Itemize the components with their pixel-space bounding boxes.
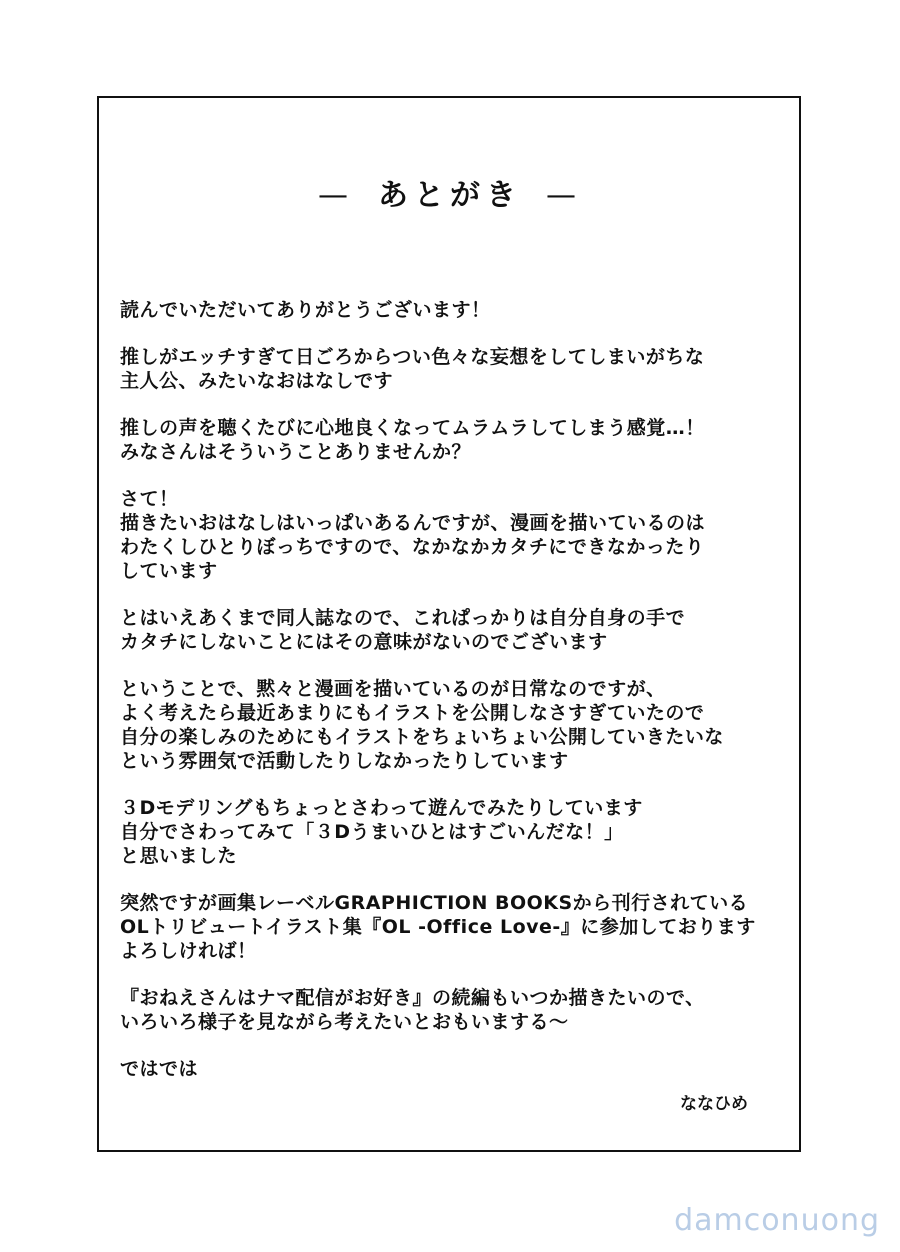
text-line: 描きたいおはなしはいっぱいあるんですが、漫画を描いているのは <box>120 512 706 534</box>
text-line: カタチにしないことにはその意味がないのでございます <box>120 631 608 653</box>
title-dash-left: — <box>318 178 354 213</box>
text-line: 突然ですが画集レーベルGRAPHICTION BOOKSから刊行されている <box>120 892 749 914</box>
text-line: いろいろ様子を見ながら考えたいとおもいまする〜 <box>120 1011 569 1033</box>
paragraph <box>120 677 800 773</box>
afterword-body <box>120 298 800 1104</box>
paragraph <box>120 1057 800 1081</box>
text-line: 主人公、みたいなおはなしです <box>120 370 394 392</box>
text-line: よく考えたら最近あまりにもイラストを公開しなさすぎていたので <box>120 702 705 724</box>
paragraph <box>120 796 800 868</box>
author-signature: ななひめ <box>680 1094 748 1114</box>
text-line: ３Dモデリングもちょっとさわって遊んでみたりしています <box>120 797 643 819</box>
text-line: よろしければ！ <box>120 940 257 962</box>
text-line: 推しがエッチすぎて日ごろからつい色々な妄想をしてしまいがちな <box>120 346 705 368</box>
text-line: ということで、黙々と漫画を描いているのが日常なのですが、 <box>120 678 666 700</box>
text-line: ではでは <box>120 1058 199 1080</box>
paragraph <box>120 298 800 322</box>
paragraph <box>120 606 800 654</box>
site-watermark: damconuong <box>674 1203 880 1238</box>
text-line: しています <box>120 560 218 582</box>
page-title <box>0 176 900 216</box>
text-line: という雰囲気で活動したりしなかったりしています <box>120 750 569 772</box>
paragraph <box>120 487 800 583</box>
text-line: とはいえあくまで同人誌なので、これぱっかりは自分自身の手で <box>120 607 686 629</box>
text-line: と思いました <box>120 845 238 867</box>
text-line: みなさんはそういうことありませんか？ <box>120 441 472 463</box>
text-line: 自分の楽しみのためにもイラストをちょいちょい公開していきたいな <box>120 726 724 748</box>
paragraph <box>120 345 800 393</box>
title-text: あとがき <box>378 178 522 213</box>
text-line: 『おねえさんはナマ配信がお好き』の続編もいつか描きたいので、 <box>120 987 705 1009</box>
text-line: わたくしひとりぼっちですので、なかなかカタチにできなかったり <box>120 536 705 558</box>
paragraph <box>120 891 800 963</box>
paragraph <box>120 416 800 464</box>
text-line: さて！ <box>120 488 179 510</box>
text-line: 自分でさわってみて「３Dうまいひとはすごいんだな！」 <box>120 821 624 843</box>
title-dash-right: — <box>546 178 582 213</box>
text-line: 推しの声を聴くたびに心地良くなってムラムラしてしまう感覚…！ <box>120 417 705 439</box>
text-line: 読んでいただいてありがとうございます！ <box>120 299 491 321</box>
paragraph <box>120 986 800 1034</box>
text-line: OLトリビュートイラスト集『OL -Office Love-』に参加しております <box>120 916 756 938</box>
